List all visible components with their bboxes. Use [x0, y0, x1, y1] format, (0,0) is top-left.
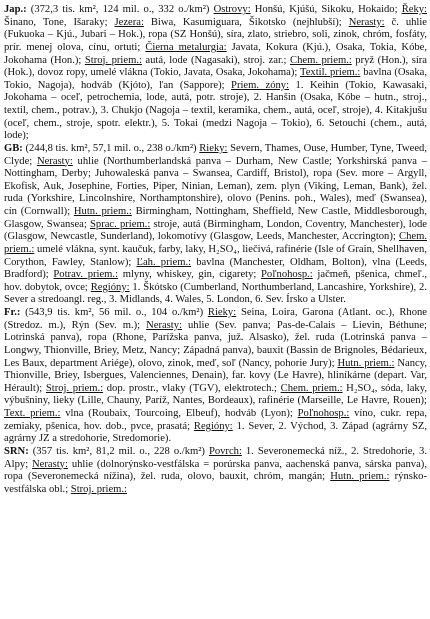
entry-text: bavlna (Osaka, Tokio, Nagoja), hodváb (Kjóto), ľan (Sappore);: [4, 67, 427, 91]
category-label: Hutn. priem.:: [330, 471, 390, 483]
category-label: Stroj. priem.:: [70, 483, 127, 495]
entry-text: 1. Škótsko (Cumberland, Northumberland, Lancashire, Yorkshire), 2. Sever a stredoangl. reg., 3. Midlands, 4. Wales, 5. London, 6. Sev. Írsko a Ulster.: [4, 281, 427, 306]
entry-text: 1. Severonemecká níž., 2. Stredohorie, 3. Alpy;: [4, 445, 427, 470]
category-label: Potrav. priem.:: [53, 269, 119, 281]
entry-text: 1. Sever, 2. Východ, 3. Západ (agrárny SZ, agrárny JZ a stredohorie, Stredomorie).: [4, 420, 427, 445]
entry-text: Birmingham, Nottingham, Sheffield, New Castle, Middlesborough, Glasgow, Swansea;: [4, 206, 427, 230]
entry-text: Seina, Loira, Garona (Atlant. oc.), Rhone (Stredoz. m.), Rýn (Sev. m.);: [4, 307, 428, 331]
entry-text: vlna (Roubaix, Tourcoing, Elbeuf), hodváb (Lyon);: [60, 408, 298, 419]
entry-text: rýnsko-vestfálska obl.;: [4, 471, 427, 495]
category-label: Chem. priem.:: [280, 382, 343, 394]
category-label: Stroj. priem.:: [84, 54, 142, 66]
entry-text: Šinano, Tone, Išaraky;: [4, 16, 115, 28]
category-label: Regióny:: [193, 420, 233, 432]
entry-text: (357 tis. km², 81,2 mil. o., 228 o./km²): [28, 445, 209, 457]
entry-text: uhlie (Sev. panva; Pas-de-Calais – Lievin, Béthune; Lotrinská panva), ropa (Rhone, Parížska panva, juž. Alsasko), žel. ruda (Lotrinská panva – Longwy, Thionville, Briey, Metz, Nancy; Západná panva), bauxit (Bassin de Brignoles, Bédarieux, Les Baux, department Ariége), olovo, zinok, meď, soľ (Nancy, pohorie Jury);: [4, 319, 427, 369]
category-label: Jezera:: [114, 16, 144, 28]
entry-text: (372,3 tis. km², 124 mil. o., 332 o./km²): [26, 4, 214, 15]
country-heading: Jap.:: [4, 4, 27, 15]
country-heading: SRN:: [4, 445, 29, 457]
entry-text: jačmeň, pšenica, chmeľ., hov. dobytok, ovce;: [4, 269, 427, 293]
entry-text: dop. prostr., vlaky (TGV), elektrotech.;: [103, 382, 281, 394]
category-label: Sprac. priem.:: [90, 218, 151, 230]
entry-text: mlyny, whiskey, gin, cigarety;: [118, 269, 262, 281]
entry-fr: [4, 307, 427, 446]
category-label: Chem. priem.:: [4, 231, 427, 255]
entry-text: Biwa, Kasumiguara, Šikotsko (nejhlubší);: [143, 16, 349, 28]
category-label: Regióny:: [90, 281, 130, 293]
category-label: Ľah. priem.:: [136, 256, 192, 268]
entry-srn: [4, 446, 427, 497]
entry-text: 1. Keihin (Tokio, Kawasaki, Jokohama – oceľ, petrochemia, lode, autá, potr. stroje), 2. Hanšin (Osaka, Kóbe – hutn., stroj., textil, chem., potrav.), 3. Chukjo (Nagoja – textil, keramika, chem., autá, oceľ, stroje), 4. Kitakjušu (oceľ, chem., stroje, spotr. elektr.), 5. Tokai (medzi Nagoja – Tokio), 6. Setouchi (chem., autá, lode);: [4, 79, 427, 142]
category-label: Ostrovy:: [213, 4, 251, 15]
entry-text: víno, cukr. repa, zemiaky, pšenica, hov. dob., pvce, prasatá;: [4, 408, 427, 432]
category-label: Priem. zóny:: [231, 79, 290, 91]
category-label: Stroj. priem.:: [45, 382, 104, 394]
category-label: Poľnohosp.:: [297, 408, 350, 419]
category-label: Nerasty:: [32, 458, 68, 470]
category-label: Rieky:: [199, 142, 228, 154]
category-label: Čierna metalurgia:: [145, 41, 227, 53]
entry-text: Honšú, Kjúšú, Sikoku, Hokaido;: [250, 4, 402, 15]
entry-text: Nancy, Thionville, Briey, Isbergues, Valenciennes, Denain), far. kovy (Le Havre), hliníkárne (depart. Var, Hérault);: [4, 357, 427, 394]
entry-text: uhlie (dolnorýnsko-vestfálska = porúrska panva, aachenská panva, sárska panva), ropa (Severonemecká nížina), žel. ruda, olovo, bauxit, chróm, mangán;: [4, 458, 427, 483]
entry-text: uhlie (Northumberlandská panva – Durham, New Castle; Yorkshirská panva – Nottingham, Derby; Juhowaleská panva – Swansea, Cardiff, Bristol), ropa (Sev. more – Argyll, Ekofisk, Auk, Josephine, Forties, Piper, Ninian, Leman), zem. plyn (Viking, Leman, Bank), žel. ruda (Yorkshire, Lincolnshire, Northamptonshire), olovo (Penins. poh., Wales), meď (Swansea), cín (Cornwall);: [4, 155, 427, 217]
entry-text: stroje, autá (Birmingham, London, Coventry, Manchester), lode (Glasgow, Newcastle, Sunderland), lokomotívy (Glasgow, Leeds, Manchester, Accrington);: [4, 218, 427, 243]
entry-text: pryž (Hon.), síra (Hok.), dovoz ropy, umelé vlákna (Tokio, Javata, Osaka, Jokohama);: [4, 54, 428, 79]
entry-gb: [4, 143, 427, 307]
entry-text: autá, lode (Nagasaki), stroj. zar.;: [141, 54, 291, 66]
category-label: Text. priem.:: [4, 408, 61, 419]
category-label: Povrch:: [208, 445, 242, 457]
entry-text: umelé vlákna, synt. kaučuk, farby, laky, H₂SO₄, liečivá, rafinérie (Isle of Grain, Shellhaven, Corython, Fawley, Stanlow);: [4, 243, 427, 268]
entry-text: č. uhlie (Fukuoka – Kjú., Jubari – Hok.), ropa (SZ Honšú), síra, zlato, striebro, soli, zinok, chróm, fosfáty, prír. menej olova, cínu, ortuti;: [4, 16, 428, 53]
category-label: Rieky:: [207, 307, 237, 318]
category-label: Nerasty:: [146, 319, 182, 331]
country-heading: Fr.:: [4, 307, 21, 318]
entry-text: (244,8 tis. km², 57,1 mil. o., 238 o./km²): [22, 142, 200, 154]
entry-text: H₂SO₄, sóda, laky, výbušniny, lieky (Lille, Chauny, Paríž, Nantes, Bordeaux), rafinérie (Marseille, Le Havre, Rouen);: [4, 382, 427, 407]
category-label: Nerasty:: [348, 16, 385, 28]
category-label: Textil. priem.:: [299, 67, 361, 79]
entry-text: bavlna (Manchester, Oldham, Bolton), vlna (Leeds, Bradford);: [4, 256, 427, 281]
country-heading: GB:: [4, 142, 23, 154]
category-label: Řeky:: [401, 4, 427, 15]
entry-text: Javata, Kokura (Kjú.), Osaka, Tokia, Kóbe, Jokohama (Hon.);: [4, 41, 428, 66]
entry-text: (543,9 tis. km², 56 mil. o., 104 o./km²): [20, 307, 208, 318]
entry-jap: [4, 4, 427, 143]
category-label: Hutn. priem.:: [337, 357, 395, 369]
category-label: Chem. priem.:: [290, 54, 352, 66]
entry-text: Severn, Thames, Ouse, Humber, Tyne, Tweed, Clyde;: [4, 142, 427, 167]
category-label: Hutn. priem.:: [73, 206, 132, 217]
category-label: Nerasty:: [36, 155, 73, 167]
category-label: Poľnohosp.:: [261, 269, 313, 281]
